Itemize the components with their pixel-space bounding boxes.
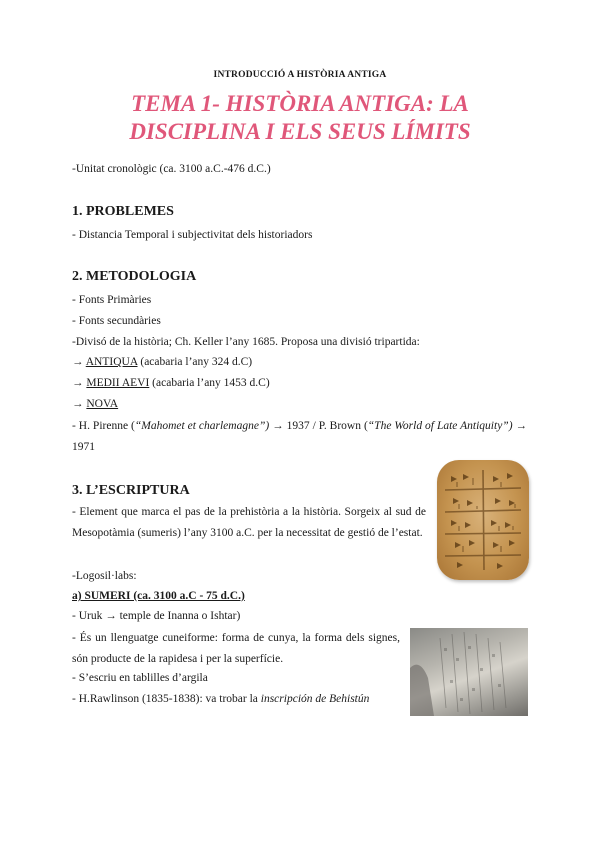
uruk-line: - Uruk → temple de Inanna o Ishtar): [72, 610, 241, 622]
chronology-line: -Unitat cronològic (ca. 3100 a.C.-476 d.C.): [72, 163, 271, 175]
course-header: INTRODUCCIÓ A HISTÒRIA ANTIGA: [213, 70, 387, 80]
medii-note: (acabaria l’any 1453 d.C): [149, 377, 270, 389]
title-line-2: DISCIPLINA I ELS SEUS LÍMITS: [129, 119, 471, 144]
fonts-primaries: - Fonts Primàries: [72, 294, 152, 306]
pirenne-brown-paragraph: - H. Pirenne (“Mahomet et charlemagne”) → 1937 / P. Brown (“The World of Late Antiquity”) → 1971: [72, 420, 528, 453]
section-heading-escriptura: 3. L’ESCRIPTURA: [72, 483, 190, 498]
arrow-icon: →: [72, 377, 84, 389]
period-nova: [72, 398, 118, 410]
page-title: [0, 90, 600, 146]
cuneiform-marks: [437, 460, 529, 580]
rawlinson-line: - H.Rawlinson (1835-1838): va trobar la inscripción de Behistún: [72, 693, 370, 705]
pirenne-book-title: “Mahomet et charlemagne”): [134, 420, 270, 432]
problemes-item: - Distancia Temporal i subjectivitat dels historiadors: [72, 229, 313, 241]
logosillabs-label: -Logosil·labs:: [72, 570, 137, 582]
period-medii-aevi: [72, 377, 270, 389]
cuneiforme-paragraph: - És un llenguatge cuneiforme: forma de cunya, la forma dels signes, són producte de la rapidesa i per la superfície.: [72, 632, 400, 665]
antiqua-note: (acabaria l’any 324 d.C): [137, 356, 253, 368]
arrow-icon: →: [72, 398, 84, 410]
nova-label: NOVA: [86, 398, 119, 410]
brown-book-title: “The World of Late Antiquity”): [367, 420, 513, 432]
period-antiqua: [72, 356, 252, 368]
behistun-inscription: inscripción de Behistún: [260, 693, 370, 705]
section-heading-metodologia: 2. METODOLOGIA: [72, 269, 197, 284]
medii-label: MEDII AEVI: [86, 377, 150, 389]
antiqua-label: ANTIQUA: [85, 356, 138, 368]
tablilles-line: - S’escriu en tablilles d’argila: [72, 672, 208, 684]
escriptura-element-paragraph: - Element que marca el pas de la prehistòria a la història. Sorgeix al sud de Mesopotàmia (sumeris) l’any 3100 a.C. per la necessitat de gestió de l’estat.: [72, 506, 426, 539]
fonts-secundaries: - Fonts secundàries: [72, 315, 161, 327]
section-heading-problemes: 1. PROBLEMES: [72, 204, 174, 219]
title-line-1: TEMA 1- HISTÒRIA ANTIGA: LA: [131, 91, 469, 116]
behistun-relief-image: [410, 628, 528, 716]
divisio-historia: -Divisó de la història; Ch. Keller l’any 1685. Proposa una divisió tripartida:: [72, 336, 420, 348]
cuneiform-tablet-image: [437, 460, 529, 580]
arrow-icon: →: [72, 356, 84, 368]
rock-texture: [410, 628, 528, 716]
sumeri-subheading: a) SUMERI (ca. 3100 a.C - 75 d.C.): [72, 590, 245, 602]
